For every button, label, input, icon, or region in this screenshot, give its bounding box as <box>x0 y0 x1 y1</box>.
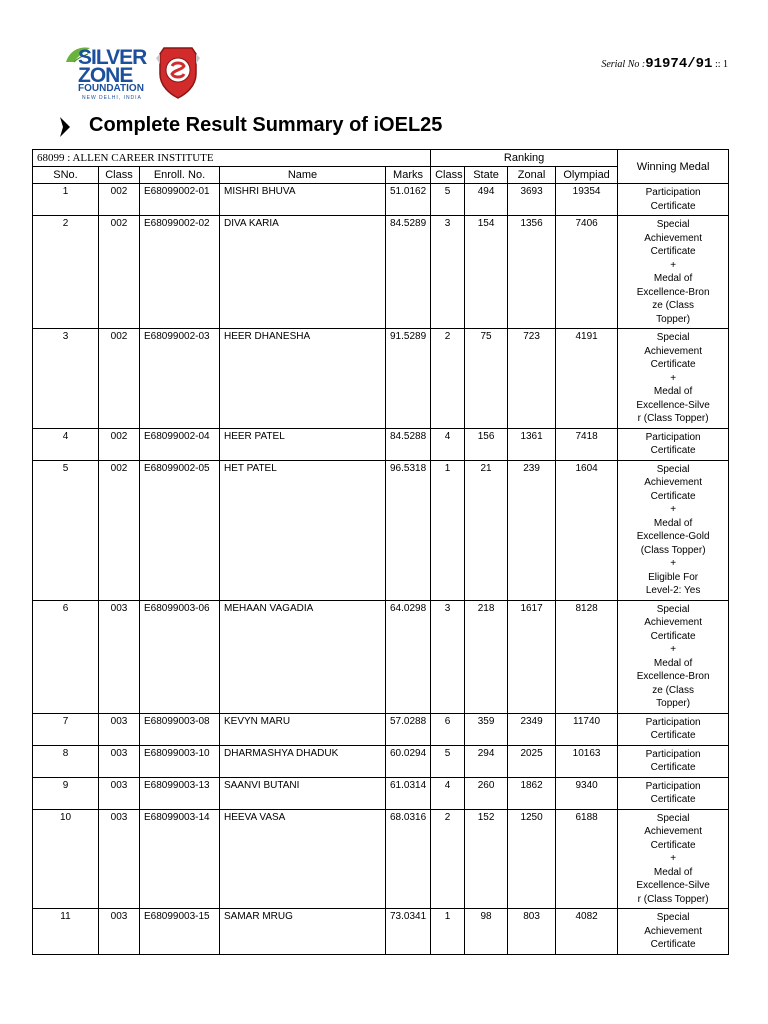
medal-line: Certificate <box>650 445 696 456</box>
medal-line: Certificate <box>650 939 696 950</box>
medal-line: Eligible For <box>648 571 699 583</box>
winning-medal-cell <box>618 745 729 777</box>
serial-suffix: :: 1 <box>714 59 728 70</box>
rank-olympiad-cell: 7418 <box>556 428 618 460</box>
enroll-cell: E68099003-13 <box>140 777 220 809</box>
winning-medal-cell <box>618 777 729 809</box>
rank-class-cell: 1 <box>431 909 465 955</box>
class-cell: 003 <box>99 745 140 777</box>
medal-line: Special <box>656 912 690 923</box>
name-cell: SAANVI BUTANI <box>220 777 386 809</box>
medal-line: Level-2: Yes <box>645 585 701 596</box>
institute-name: 68099 : ALLEN CAREER INSTITUTE <box>33 150 431 167</box>
marks-cell: 64.0298 <box>386 600 431 713</box>
sno-cell: 2 <box>33 216 99 329</box>
olympiad-emblem-icon <box>156 44 200 100</box>
rank-class-cell: 6 <box>431 713 465 745</box>
medal-line: Medal of <box>653 866 693 878</box>
medal-line: Certificate <box>650 762 696 773</box>
rank-state-cell: 260 <box>465 777 508 809</box>
winning-medal-cell <box>618 600 729 713</box>
table-row <box>33 745 729 777</box>
sno-cell: 4 <box>33 428 99 460</box>
chevron-right-icon <box>58 116 72 138</box>
logo-text-foundation: FOUNDATION <box>78 83 144 94</box>
marks-cell: 57.0288 <box>386 713 431 745</box>
table-row <box>33 809 729 909</box>
medal-line: Achievement <box>644 345 703 357</box>
rank-class-cell: 5 <box>431 745 465 777</box>
table-row <box>33 216 729 329</box>
class-cell: 003 <box>99 600 140 713</box>
class-cell: 002 <box>99 184 140 216</box>
enroll-cell: E68099002-01 <box>140 184 220 216</box>
medal-line: Special <box>656 332 690 343</box>
winning-medal-cell <box>618 329 729 429</box>
medal-line: Certificate <box>650 200 696 212</box>
marks-cell: 96.5318 <box>386 460 431 600</box>
medal-line: Certificate <box>650 359 696 370</box>
logo-text-silver: SILVER <box>78 46 147 69</box>
logo-text-zone: ZONE <box>78 64 133 87</box>
medal-line: Certificate <box>650 839 696 851</box>
medal-line: + <box>670 372 677 384</box>
medal-line: Achievement <box>644 232 703 244</box>
medal-line: Special <box>656 463 690 475</box>
rank-zonal-cell: 3693 <box>508 184 556 216</box>
name-cell: HEEVA VASA <box>220 809 386 909</box>
rank-state-cell: 154 <box>465 216 508 329</box>
col-header-state: State <box>465 167 508 184</box>
medal-line: + <box>670 853 677 864</box>
rank-olympiad-cell: 6188 <box>556 809 618 909</box>
rank-class-cell: 4 <box>431 777 465 809</box>
medal-line: Participation <box>645 187 701 198</box>
enroll-cell: E68099002-02 <box>140 216 220 329</box>
rank-class-cell: 2 <box>431 809 465 909</box>
rank-zonal-cell: 723 <box>508 329 556 429</box>
winning-medal-cell <box>618 713 729 745</box>
rank-zonal-cell: 803 <box>508 909 556 955</box>
sno-cell: 3 <box>33 329 99 429</box>
results-body <box>33 184 729 955</box>
rank-state-cell: 152 <box>465 809 508 909</box>
table-row <box>33 428 729 460</box>
winning-medal-cell <box>618 184 729 216</box>
medal-line: Certificate <box>650 794 696 805</box>
enroll-cell: E68099003-08 <box>140 713 220 745</box>
medal-line: Special <box>656 219 690 230</box>
enroll-cell: E68099002-05 <box>140 460 220 600</box>
table-row <box>33 329 729 429</box>
rank-olympiad-cell: 10163 <box>556 745 618 777</box>
medal-line: Medal of <box>653 657 693 669</box>
table-row <box>33 184 729 216</box>
medal-line: Achievement <box>644 826 703 837</box>
name-cell: SAMAR MRUG <box>220 909 386 955</box>
rank-olympiad-cell: 1604 <box>556 460 618 600</box>
winning-medal-cell <box>618 460 729 600</box>
name-cell: HEER PATEL <box>220 428 386 460</box>
winning-medal-cell <box>618 428 729 460</box>
medal-line: Certificate <box>650 630 696 642</box>
enroll-cell: E68099003-14 <box>140 809 220 909</box>
winning-medal-cell <box>618 809 729 909</box>
rank-olympiad-cell: 4191 <box>556 329 618 429</box>
medal-line: Special <box>656 603 690 615</box>
col-header-enroll: Enroll. No. <box>140 167 220 184</box>
medal-line: Achievement <box>644 477 703 488</box>
medal-line: Certificate <box>650 490 696 502</box>
serial-label: Serial No : <box>601 59 646 70</box>
rank-zonal-cell: 2025 <box>508 745 556 777</box>
medal-line: + <box>670 558 677 569</box>
marks-cell: 84.5289 <box>386 216 431 329</box>
rank-olympiad-cell: 9340 <box>556 777 618 809</box>
medal-line: Certificate <box>650 730 696 741</box>
ranking-header: Ranking <box>431 150 618 167</box>
table-row <box>33 460 729 600</box>
medal-line: Excellence-Gold <box>636 531 710 542</box>
page-title: Complete Result Summary of iOEL25 <box>89 114 443 136</box>
class-cell: 002 <box>99 460 140 600</box>
sno-cell: 10 <box>33 809 99 909</box>
table-row <box>33 600 729 713</box>
class-cell: 002 <box>99 329 140 429</box>
rank-zonal-cell: 1617 <box>508 600 556 713</box>
rank-class-cell: 3 <box>431 216 465 329</box>
col-header-sno: SNo. <box>33 167 99 184</box>
class-cell: 003 <box>99 909 140 955</box>
medal-line: ze (Class <box>652 684 694 696</box>
sno-cell: 7 <box>33 713 99 745</box>
rank-zonal-cell: 1250 <box>508 809 556 909</box>
enroll-cell: E68099003-15 <box>140 909 220 955</box>
rank-state-cell: 294 <box>465 745 508 777</box>
rank-zonal-cell: 1862 <box>508 777 556 809</box>
results-table <box>32 149 729 955</box>
sno-cell: 8 <box>33 745 99 777</box>
sno-cell: 9 <box>33 777 99 809</box>
medal-line: + <box>670 504 677 515</box>
marks-cell: 61.0314 <box>386 777 431 809</box>
medal-line: Participation <box>645 431 701 443</box>
medal-line: Medal of <box>653 273 693 284</box>
table-row <box>33 909 729 955</box>
medal-line: Excellence-Silve <box>636 399 710 411</box>
medal-line: Certificate <box>650 246 696 257</box>
col-header-class: Class <box>99 167 140 184</box>
medal-line: (Class Topper) <box>640 544 706 556</box>
logo-text-city: NEW DELHI, INDIA <box>82 95 142 101</box>
medal-line: Excellence-Bron <box>636 671 710 682</box>
class-cell: 002 <box>99 428 140 460</box>
marks-cell: 68.0316 <box>386 809 431 909</box>
medal-line: r (Class Topper) <box>637 893 709 905</box>
rank-olympiad-cell: 7406 <box>556 216 618 329</box>
col-header-marks: Marks <box>386 167 431 184</box>
medal-line: Topper) <box>656 313 691 325</box>
name-cell: HEER DHANESHA <box>220 329 386 429</box>
medal-line: Achievement <box>644 925 703 937</box>
rank-state-cell: 359 <box>465 713 508 745</box>
sno-cell: 1 <box>33 184 99 216</box>
marks-cell: 91.5289 <box>386 329 431 429</box>
class-cell: 003 <box>99 713 140 745</box>
marks-cell: 73.0341 <box>386 909 431 955</box>
name-cell: HET PATEL <box>220 460 386 600</box>
medal-line: Participation <box>645 748 701 760</box>
winning-medal-header: Winning Medal <box>618 150 729 184</box>
rank-zonal-cell: 239 <box>508 460 556 600</box>
table-row <box>33 713 729 745</box>
medal-line: Participation <box>645 716 701 728</box>
rank-state-cell: 494 <box>465 184 508 216</box>
rank-olympiad-cell: 4082 <box>556 909 618 955</box>
medal-line: + <box>670 644 677 655</box>
rank-class-cell: 4 <box>431 428 465 460</box>
sno-cell: 5 <box>33 460 99 600</box>
rank-olympiad-cell: 8128 <box>556 600 618 713</box>
serial-number <box>601 56 728 72</box>
name-cell: MISHRI BHUVA <box>220 184 386 216</box>
medal-line: Excellence-Silve <box>636 880 710 891</box>
rank-class-cell: 5 <box>431 184 465 216</box>
silver-zone-logo <box>64 44 154 100</box>
marks-cell: 51.0162 <box>386 184 431 216</box>
name-cell: KEVYN MARU <box>220 713 386 745</box>
name-cell: DIVA KARIA <box>220 216 386 329</box>
medal-line: r (Class Topper) <box>637 413 709 424</box>
sno-cell: 6 <box>33 600 99 713</box>
medal-line: Participation <box>645 780 701 792</box>
table-row <box>33 777 729 809</box>
col-header-name: Name <box>220 167 386 184</box>
rank-class-cell: 1 <box>431 460 465 600</box>
class-cell: 003 <box>99 809 140 909</box>
winning-medal-cell <box>618 216 729 329</box>
medal-line: Medal of <box>653 517 693 529</box>
medal-line: Medal of <box>653 386 693 397</box>
medal-line: ze (Class <box>652 300 694 311</box>
rank-zonal-cell: 1361 <box>508 428 556 460</box>
winning-medal-cell <box>618 909 729 955</box>
rank-state-cell: 98 <box>465 909 508 955</box>
medal-line: Topper) <box>656 698 691 709</box>
medal-line: + <box>670 259 677 271</box>
rank-zonal-cell: 2349 <box>508 713 556 745</box>
enroll-cell: E68099003-10 <box>140 745 220 777</box>
rank-state-cell: 75 <box>465 329 508 429</box>
rank-state-cell: 218 <box>465 600 508 713</box>
enroll-cell: E68099003-06 <box>140 600 220 713</box>
rank-state-cell: 156 <box>465 428 508 460</box>
medal-line: Special <box>656 812 690 824</box>
col-header-olympiad: Olympiad <box>556 167 618 184</box>
medal-line: Achievement <box>644 617 703 628</box>
sno-cell: 11 <box>33 909 99 955</box>
rank-olympiad-cell: 11740 <box>556 713 618 745</box>
rank-class-cell: 3 <box>431 600 465 713</box>
col-header-rank-class: Class <box>431 167 465 184</box>
marks-cell: 60.0294 <box>386 745 431 777</box>
serial-value: 91974/91 <box>645 56 713 72</box>
name-cell: DHARMASHYA DHADUK <box>220 745 386 777</box>
rank-state-cell: 21 <box>465 460 508 600</box>
col-header-zonal: Zonal <box>508 167 556 184</box>
class-cell: 003 <box>99 777 140 809</box>
enroll-cell: E68099002-04 <box>140 428 220 460</box>
enroll-cell: E68099002-03 <box>140 329 220 429</box>
marks-cell: 84.5288 <box>386 428 431 460</box>
class-cell: 002 <box>99 216 140 329</box>
rank-class-cell: 2 <box>431 329 465 429</box>
medal-line: Excellence-Bron <box>636 286 710 298</box>
rank-zonal-cell: 1356 <box>508 216 556 329</box>
rank-olympiad-cell: 19354 <box>556 184 618 216</box>
name-cell: MEHAAN VAGADIA <box>220 600 386 713</box>
